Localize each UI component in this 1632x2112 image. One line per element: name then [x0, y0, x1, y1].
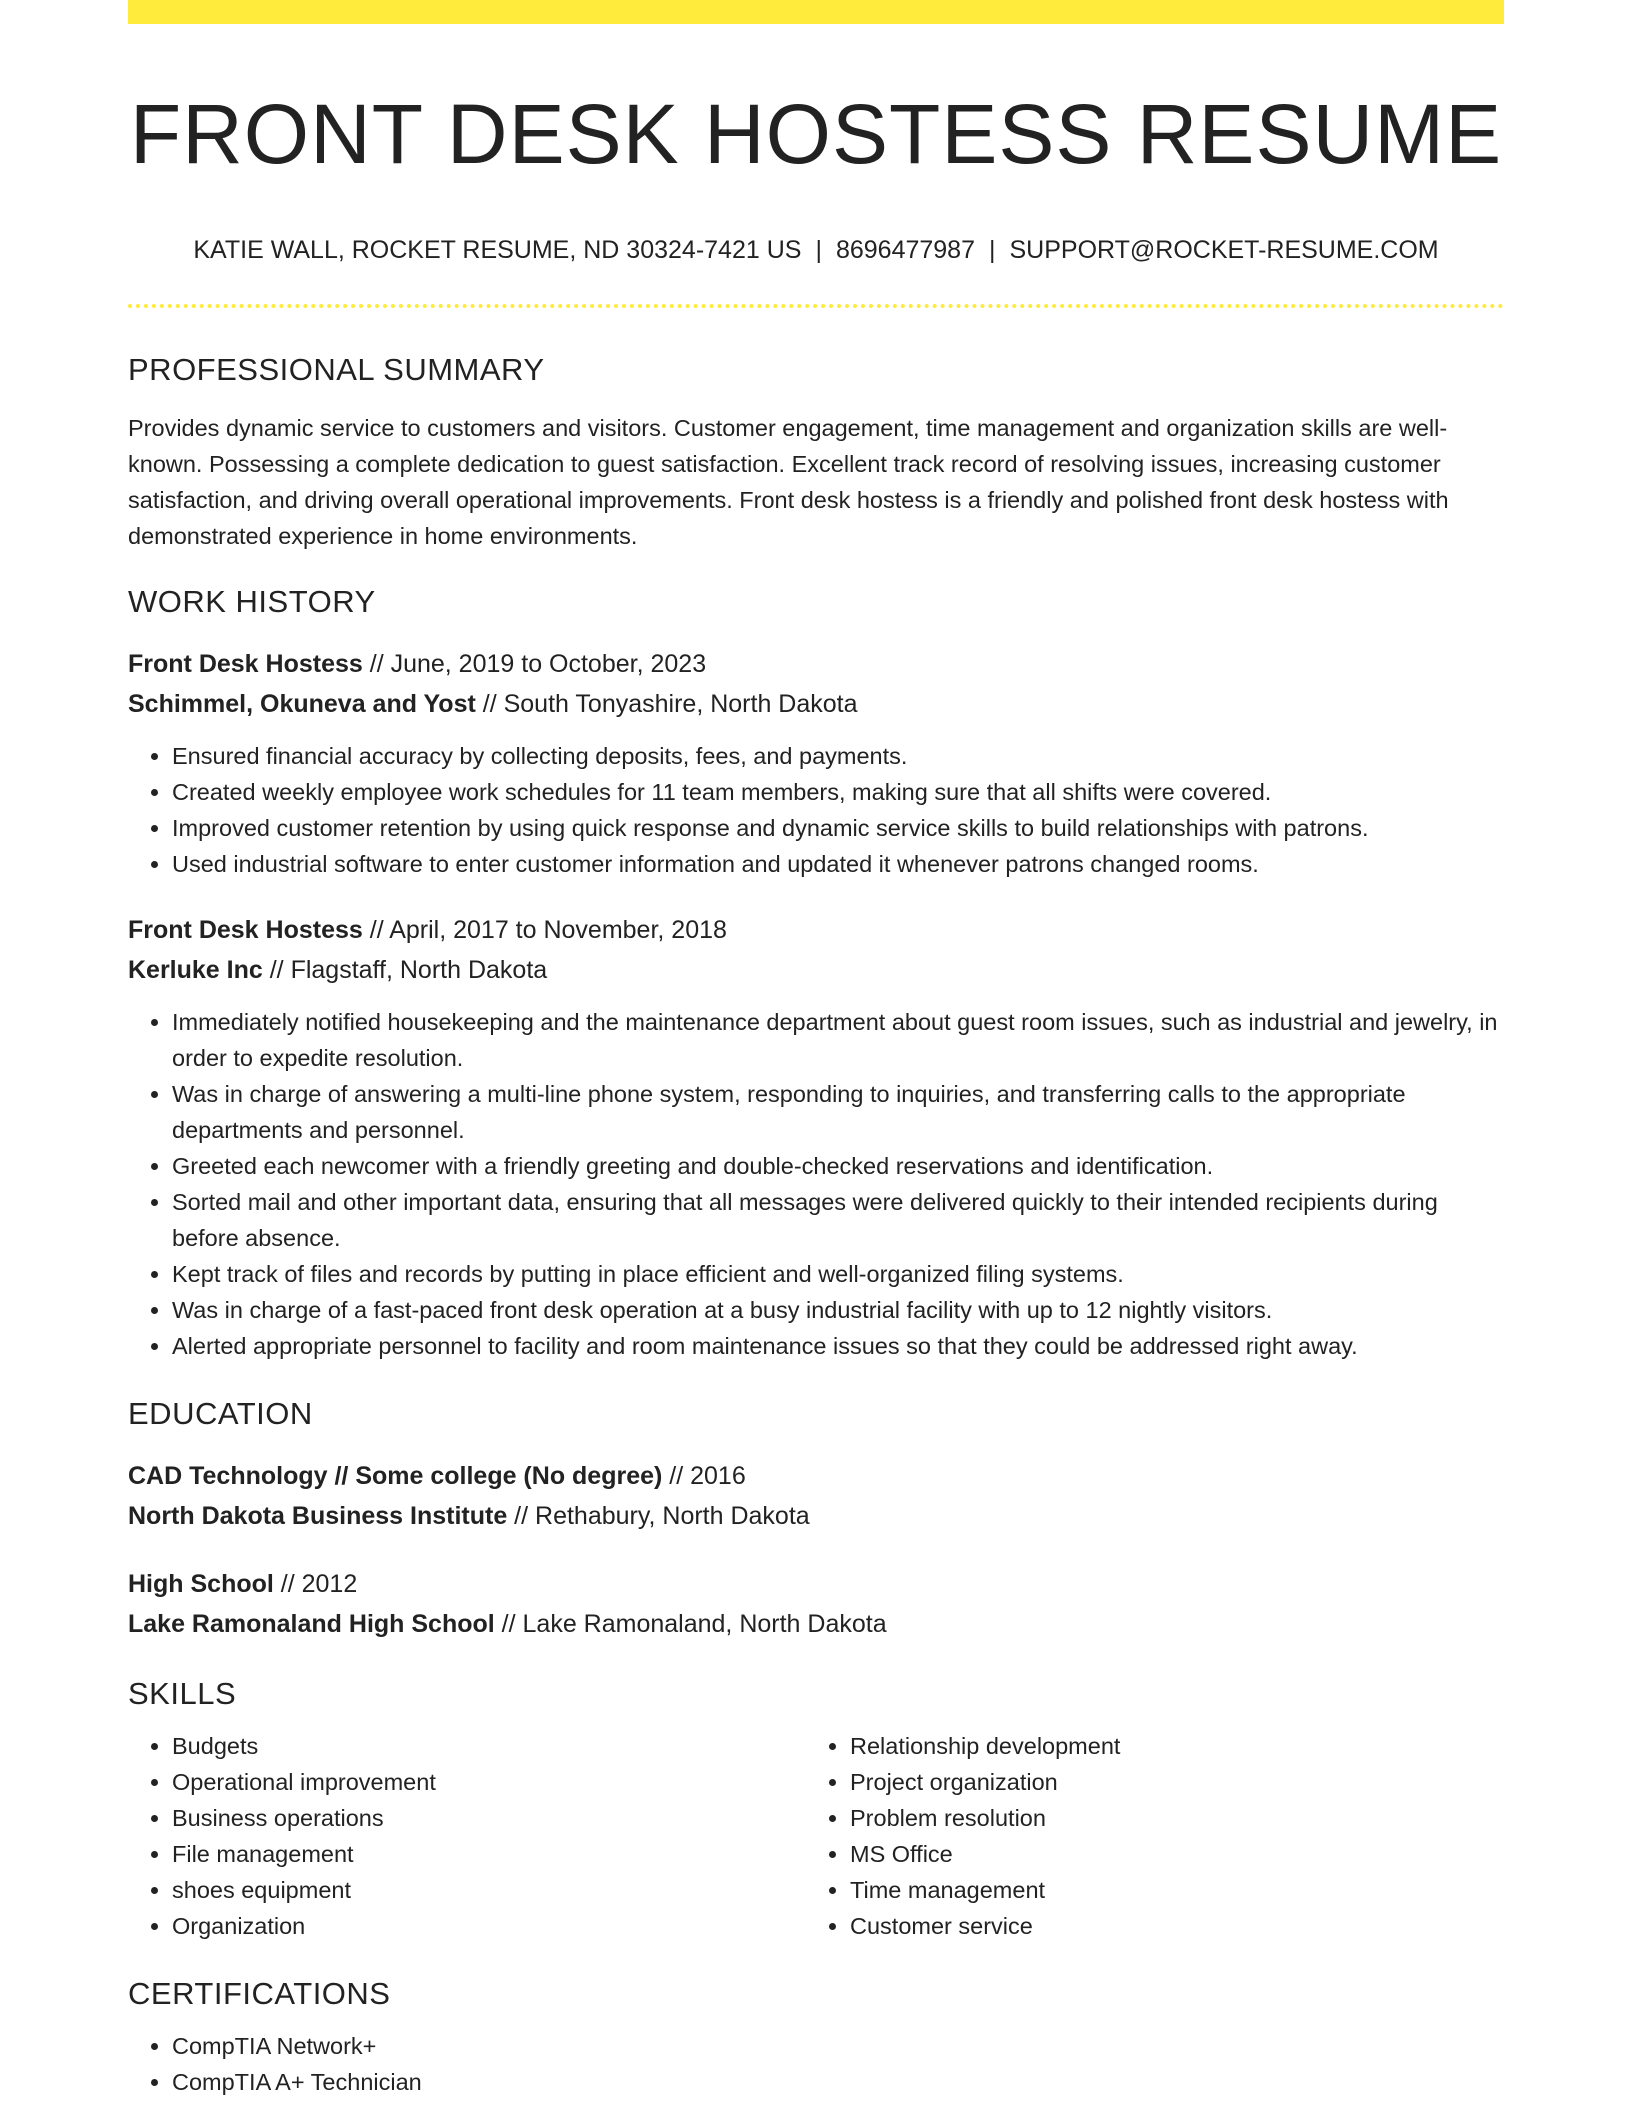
skill-item: • File management — [172, 1836, 806, 1872]
job-bullet: • Was in charge of a fast-paced front desk operation at a busy industrial facility with up to 12 nightly visitors. — [172, 1292, 1504, 1328]
education-location: // Rethabury, North Dakota — [507, 1502, 810, 1530]
skill-item: • Customer service — [850, 1908, 1484, 1944]
job-company: Schimmel, Okuneva and Yost — [128, 690, 476, 718]
job-bullet: • Kept track of files and records by putting in place efficient and well-organized filing systems. — [172, 1256, 1504, 1292]
job-title: Front Desk Hostess — [128, 650, 363, 678]
skill-item: • Organization — [172, 1908, 806, 1944]
education-year: // 2016 — [662, 1462, 746, 1490]
summary-text: Provides dynamic service to customers and visitors. Customer engagement, time management and organization skills are well-known. Possessing a complete dedication to guest satisfaction. Excellent track record of resolving issues, increasing customer satisfaction, and driving overall operational improvements. Front desk hostess is a friendly and polished front desk hostess with demonstrated experience in home environments. — [128, 415, 1449, 549]
education-degree: CAD Technology // Some college (No degree) — [128, 1462, 663, 1490]
contact-phone: 8696477987 — [835, 236, 975, 264]
job-bullet: • Created weekly employee work schedules for 11 team members, making sure that all shifts were covered. — [172, 774, 1504, 810]
job-title: Front Desk Hostess — [128, 916, 363, 944]
job-bullet: • Sorted mail and other important data, ensuring that all messages were delivered quickly to their intended recipients during before absence. — [172, 1184, 1504, 1256]
skills-columns — [128, 1728, 1504, 1944]
job-entry — [128, 644, 1504, 882]
resume-page — [128, 0, 1504, 2100]
job-bullets — [128, 738, 1504, 882]
education-school: Lake Ramonaland High School — [128, 1610, 495, 1638]
skill-item: • Relationship development — [850, 1728, 1484, 1764]
education-location: // Lake Ramonaland, North Dakota — [494, 1610, 887, 1638]
skills-heading: SKILLS — [128, 1676, 237, 1711]
skill-item: • Project organization — [850, 1764, 1484, 1800]
education-degree-line — [128, 1564, 1504, 1604]
education-degree-line — [128, 1456, 1504, 1496]
job-bullets — [128, 1004, 1504, 1364]
certifications-heading: CERTIFICATIONS — [128, 1976, 391, 2011]
job-bullet: • Alerted appropriate personnel to facility and room maintenance issues so that they could be addressed right away. — [172, 1328, 1504, 1364]
education-entry — [128, 1456, 1504, 1536]
skill-item: • Time management — [850, 1872, 1484, 1908]
job-bullet: • Was in charge of answering a multi-line phone system, responding to inquiries, and transferring calls to the appropriate departments and personnel. — [172, 1076, 1504, 1148]
accent-top-bar — [128, 0, 1504, 24]
skill-item: • Business operations — [172, 1800, 806, 1836]
job-dates: // June, 2019 to October, 2023 — [362, 650, 707, 678]
skill-item: • Budgets — [172, 1728, 806, 1764]
contact-separator: | — [815, 236, 822, 264]
summary-heading: PROFESSIONAL SUMMARY — [128, 352, 545, 387]
skills-right-column — [806, 1728, 1484, 1944]
contact-email: SUPPORT@ROCKET-RESUME.COM — [1009, 236, 1439, 264]
skills-left-column — [128, 1728, 806, 1944]
work-history-heading: WORK HISTORY — [128, 584, 376, 619]
job-location: // South Tonyashire, North Dakota — [475, 690, 858, 718]
contact-line — [128, 234, 1504, 266]
contact-address: KATIE WALL, ROCKET RESUME, ND 30324-7421 US — [193, 236, 802, 264]
education-school-line — [128, 1604, 1504, 1644]
job-bullet: • Used industrial software to enter customer information and updated it whenever patrons changed rooms. — [172, 846, 1504, 882]
skill-item: • Problem resolution — [850, 1800, 1484, 1836]
job-bullet: • Greeted each newcomer with a friendly greeting and double-checked reservations and identification. — [172, 1148, 1504, 1184]
skill-item: • Operational improvement — [172, 1764, 806, 1800]
skill-item: • MS Office — [850, 1836, 1484, 1872]
job-bullet: • Ensured financial accuracy by collecting deposits, fees, and payments. — [172, 738, 1504, 774]
job-bullet: • Immediately notified housekeeping and the maintenance department about guest room issues, such as industrial and jewelry, in order to expedite resolution. — [172, 1004, 1504, 1076]
certification-item: • CompTIA Network+ — [172, 2028, 1504, 2064]
education-degree: High School — [128, 1570, 274, 1598]
certification-item: • CompTIA A+ Technician — [172, 2064, 1504, 2100]
education-school-line — [128, 1496, 1504, 1536]
education-year: // 2012 — [273, 1570, 358, 1598]
job-title-line — [128, 910, 1504, 950]
job-entry — [128, 910, 1504, 1364]
job-title-line — [128, 644, 1504, 684]
education-entry — [128, 1564, 1504, 1644]
certifications-list — [128, 2028, 1504, 2100]
job-location: // Flagstaff, North Dakota — [262, 956, 548, 984]
job-company-line — [128, 950, 1504, 990]
dotted-divider — [128, 304, 1504, 308]
job-company-line — [128, 684, 1504, 724]
job-company: Kerluke Inc — [128, 956, 263, 984]
resume-title: FRONT DESK HOSTESS RESUME — [129, 87, 1503, 181]
education-school: North Dakota Business Institute — [128, 1502, 508, 1530]
education-heading: EDUCATION — [128, 1396, 313, 1431]
skill-item: • shoes equipment — [172, 1872, 806, 1908]
job-dates: // April, 2017 to November, 2018 — [362, 916, 727, 944]
job-bullet: • Improved customer retention by using quick response and dynamic service skills to build relationships with patrons. — [172, 810, 1504, 846]
contact-separator: | — [989, 236, 996, 264]
